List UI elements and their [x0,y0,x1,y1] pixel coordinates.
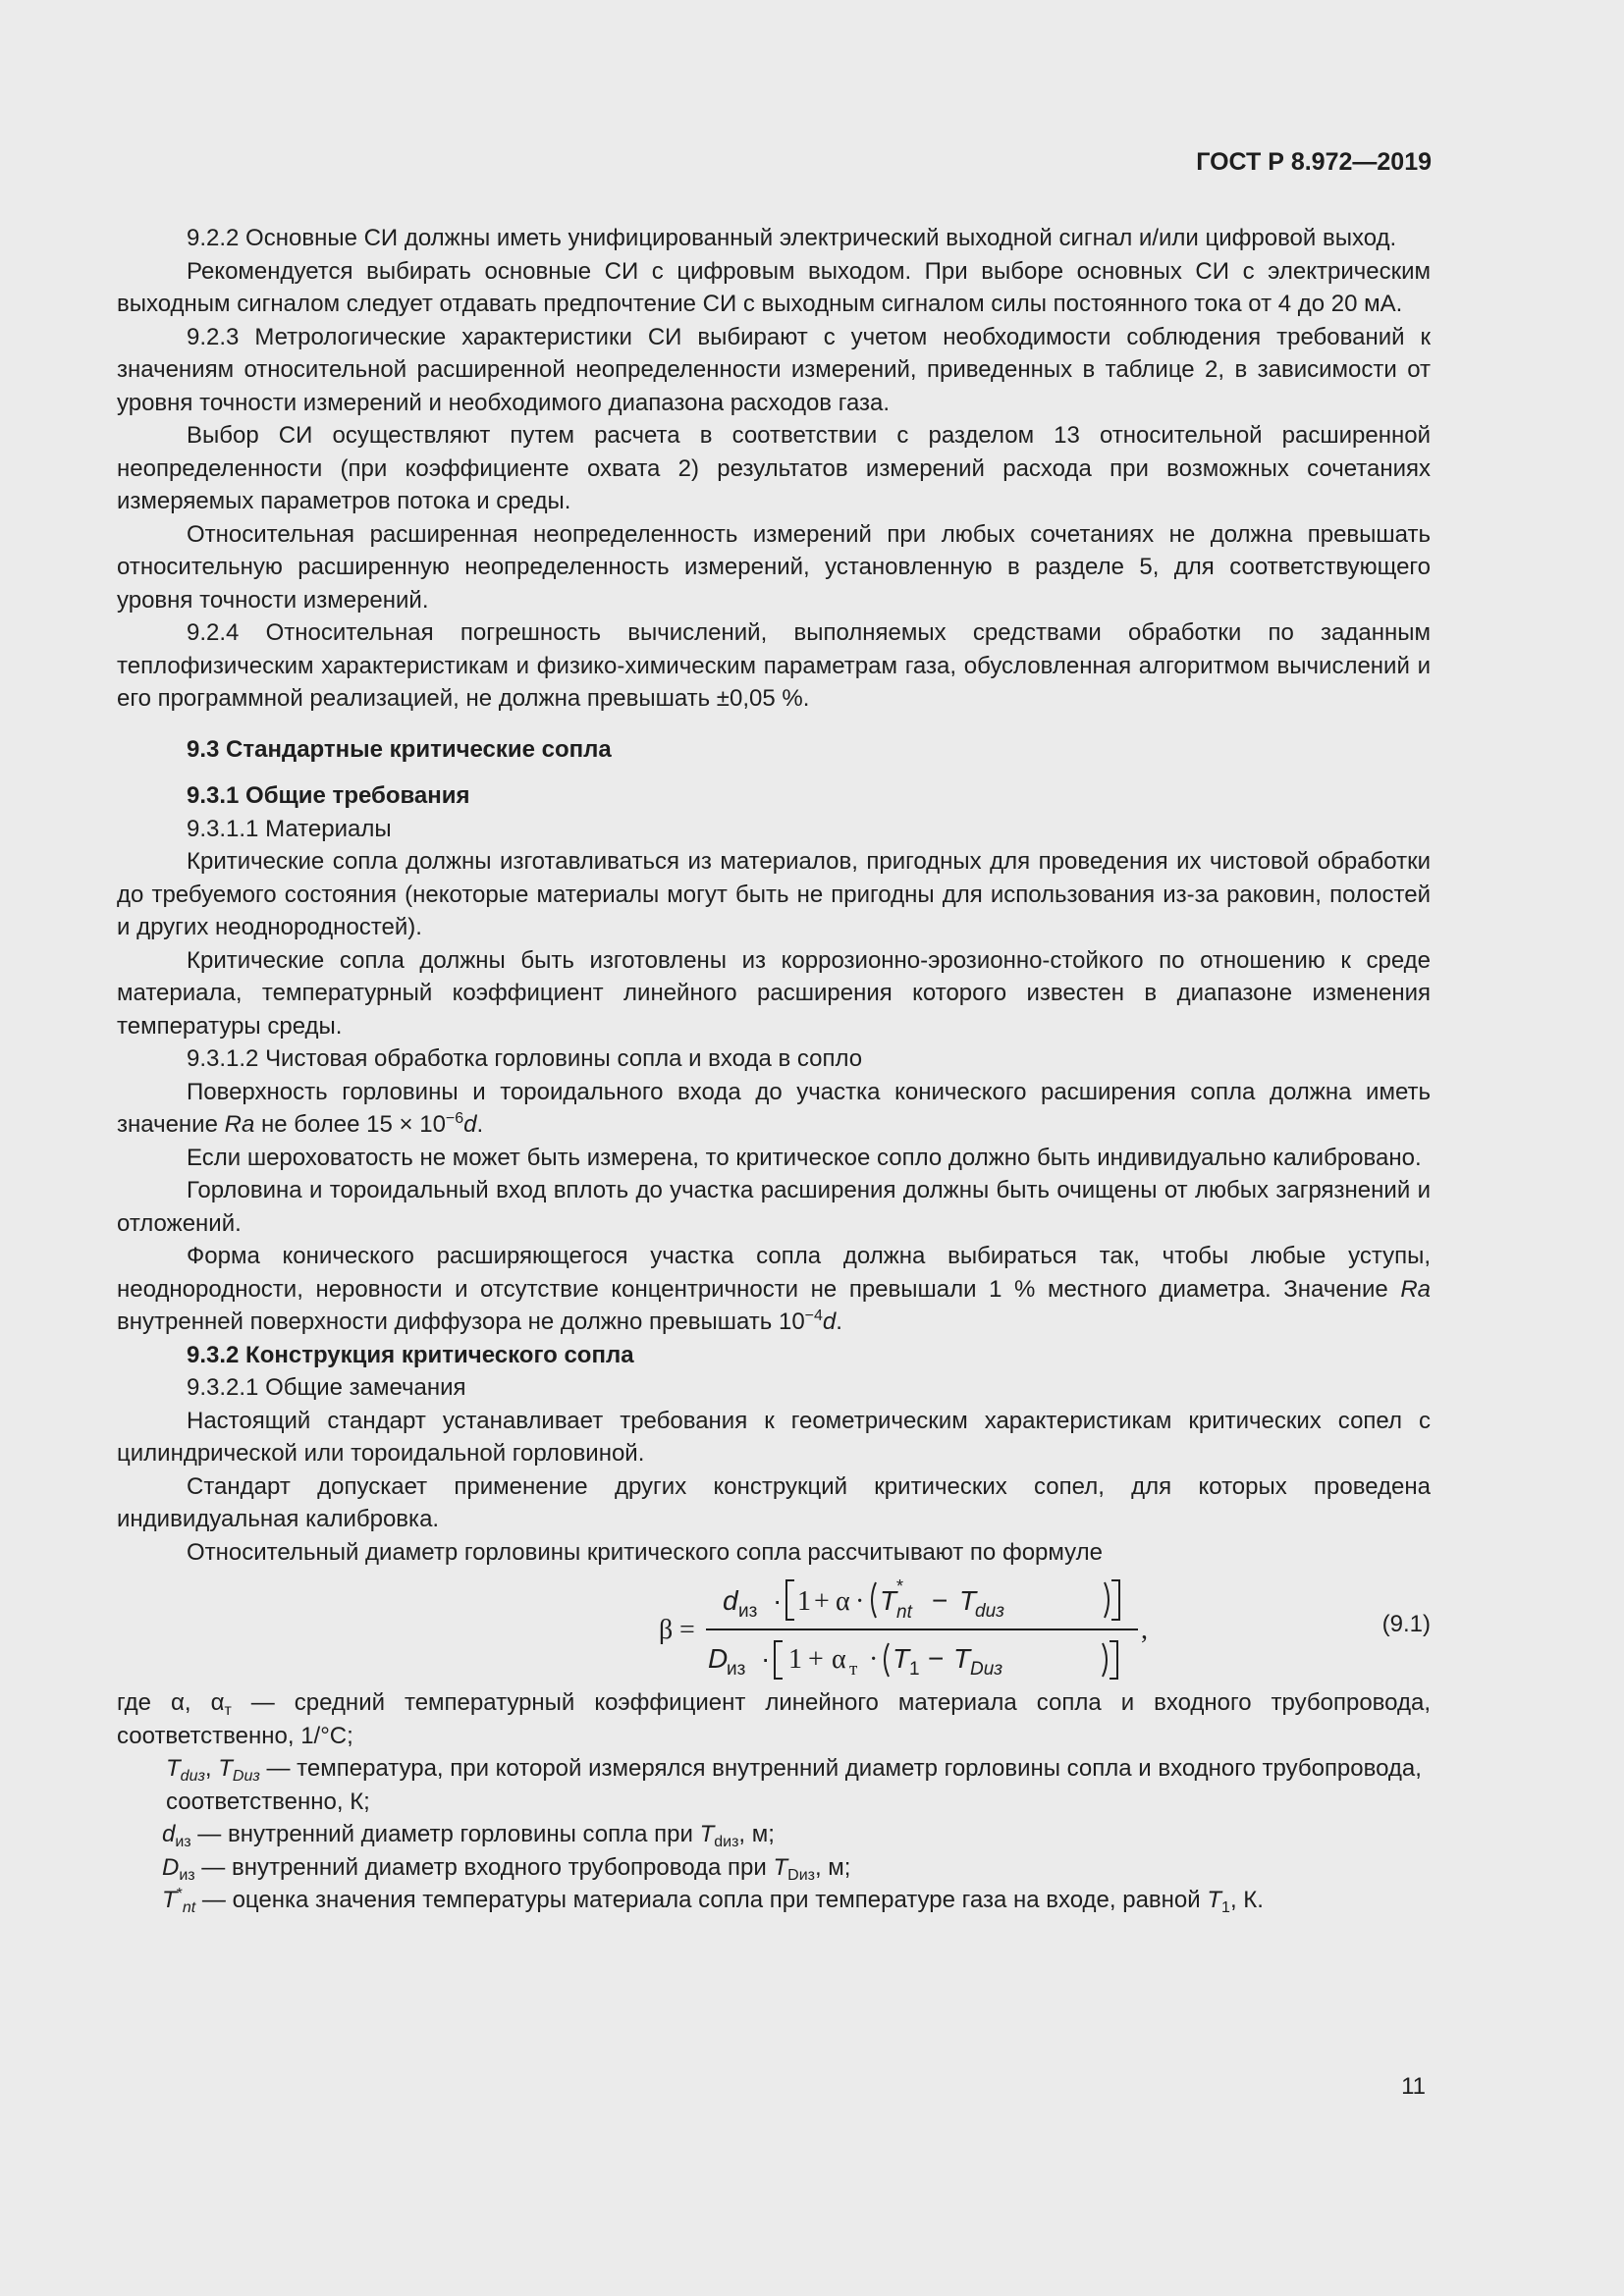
symbol-definitions [117,1686,1431,1917]
clause-heading: 9.3.1.1 Материалы [187,815,392,842]
formula-den-alpha-sub: т [849,1659,858,1680]
formula-den-bracket-left [775,1641,783,1679]
formula-den-paren-right [1103,1643,1107,1677]
clause-heading: 9.3.1.2 Чистовая обработка горловины сопла и входа в сопло [187,1045,863,1072]
formula-num-dot: · [773,1585,783,1616]
formula-num-T: T [880,1585,897,1616]
definition-T-nt: $T^*_{nt}$ — оценка значения температуры материала сопла при температуре газа на входе, равной $T_1$, К. [162,1886,1264,1916]
formula-num-d: d [723,1585,738,1616]
formula-den-bracket-right [1110,1641,1117,1679]
paragraph: Стандарт допускает применение других конструкций критических сопел, для которых проведена индивидуальная калибровка. [117,1472,1431,1532]
formula-den-T2: T [953,1643,971,1674]
formula-den-D: D [708,1643,729,1674]
formula-num-nt: nt [896,1602,912,1623]
paragraph-diffuser: Форма конического расширяющегося участка сопла должна выбираться так, чтобы любые уступы, неоднородности, неровности и отсутствие концентричности не превышали 1 % местного диаметра. Значение Ra внутренней поверхности диффузора не должно превышать $10^{-4}d$. [117,1243,1431,1335]
paragraph: Горловина и тороидальный вход вплоть до участка расширения должны быть очищены от любых загрязнений и отложений. [117,1177,1431,1237]
subsection-heading: 9.3.2 Конструкция критического сопла [187,1341,634,1368]
formula-num-d-sub: из [738,1601,758,1622]
formula-num-T2: T [959,1585,977,1616]
paragraph: 9.2.2 Основные СИ должны иметь унифицированный электрический выходной сигнал и/или цифровой выход. [187,225,1397,251]
formula-9-1 [117,1571,1431,1686]
formula-den-minus: − [928,1643,945,1674]
section-heading: 9.3 Стандартные критические сопла [187,735,612,763]
paragraph: Рекомендуется выбирать основные СИ с цифровым выходом. При выборе основных СИ с электрическим выходным сигналом следует отдавать предпочтение СИ с выходным сигналом силы постоянного тока от 4 до 20 мА. [117,257,1431,317]
paragraph: Настоящий стандарт устанавливает требования к геометрическим характеристикам критических сопел с цилиндрической или тороидальной горловиной. [117,1407,1431,1467]
formula-num-dot2: · [855,1586,865,1617]
paragraph: 9.2.4 Относительная погрешность вычислений, выполняемых средствами обработки по заданным теплофизическим характеристикам и физико-химическим параметрам газа, обусловленная алгоритмом вычислений и его программной реализацией, не должна превышать ±0,05 %. [117,619,1431,712]
formula-den-paren-left [885,1643,889,1677]
formula-den-dot2: · [869,1644,879,1675]
formula-num-paren-right [1105,1582,1109,1618]
definition-alpha: где α, $\alpha_т$ — средний температурный коэффициент линейного материала сопла и входного трубопровода, соответственно, 1/°С; [117,1689,1432,1749]
paragraph: Критические сопла должны быть изготовлены из коррозионно-эрозионно-стойкого по отношению к среде материала, температурный коэффициент линейного расширения которого известен в диапазоне изменения температуры среды. [117,946,1431,1040]
paragraph: 9.2.3 Метрологические характеристики СИ выбирают с учетом необходимости соблюдения требований к значениям относительной расширенной неопределенности измерений, приведенных в таблице 2, в зависимости от уровня точности измерений и необходимого диапазона расходов газа. [117,323,1431,416]
subsection-heading: 9.3.1 Общие требования [187,782,470,809]
formula-num-minus: − [932,1585,948,1616]
formula-num-T2-sub: dиз [975,1601,1004,1622]
page-number: 11 [1401,2073,1426,2100]
formula-num-bracket-right [1111,1580,1119,1620]
formula-trailing-comma: , [1141,1615,1148,1645]
definition-d: $d_{из}$ — внутренний диаметр горловины сопла при $T_{dиз}$, м; [162,1821,775,1850]
formula-den-T1-sub: 1 [909,1659,920,1680]
formula-num-plus: + [814,1586,830,1617]
formula-den-plus: + [808,1644,824,1675]
formula-num-alpha: α [836,1586,850,1617]
paragraph: Критические сопла должны изготавливаться из материалов, пригодных для проведения их чистовой обработки до требуемого состояния (некоторые материалы могут быть не пригодны для использования из-за раковин, полостей и других неоднородностей). [117,848,1431,940]
formula-beta: β [659,1615,674,1645]
formula-num-star: * [896,1576,904,1596]
formula-num-paren-left [872,1582,876,1618]
definition-D: $D_{из}$ — внутренний диаметр входного трубопровода при $T_{Dиз}$, м; [162,1853,851,1884]
equation-number: (9.1) [1381,1611,1431,1637]
paragraph-roughness: Поверхность горловины и тороидального входа до участка конического расширения сопла должна иметь значение Ra не более $15 \times 10^{-6}d$. [117,1078,1431,1138]
paragraph: Относительная расширенная неопределенность измерений при любых сочетаниях не должна превышать относительную расширенную неопределенность измерений, установленную в разделе 5, для соответствующего уровня точности измерений. [117,520,1431,614]
definition-T-d-D: $T_{dиз}$, $T_{Dиз}$ — температура, при которой измерялся внутренний диаметр горловины сопла и входного трубопровода, соответственно, К; [166,1755,1422,1815]
formula-graphic [117,1571,1431,1686]
formula-den-T2-sub: Dиз [970,1659,1003,1680]
formula-den-T1: T [893,1643,910,1674]
paragraph: Если шероховатость не может быть измерена, то критическое сопло должно быть индивидуально калибровано. [187,1144,1422,1171]
formula-den-dot: · [761,1643,771,1674]
formula-num-one: 1 [797,1586,811,1617]
formula-den-D-sub: из [727,1659,746,1680]
paragraph: Относительный диаметр горловины критического сопла рассчитывают по формуле [187,1538,1103,1566]
clause-heading: 9.3.2.1 Общие замечания [187,1374,466,1401]
formula-den-alpha: α [832,1644,846,1675]
page-content [117,222,1431,1917]
formula-equals: = [679,1615,695,1645]
formula-den-one: 1 [788,1644,802,1675]
document-id-header: ГОСТ Р 8.972—2019 [1196,148,1432,176]
formula-num-bracket-left [786,1580,794,1620]
paragraph: Выбор СИ осуществляют путем расчета в соответствии с разделом 13 относительной расширенной неопределенности (при коэффициенте охвата 2) результатов измерений расхода при возможных сочетаниях измеряемых параметров потока и среды. [117,422,1431,514]
